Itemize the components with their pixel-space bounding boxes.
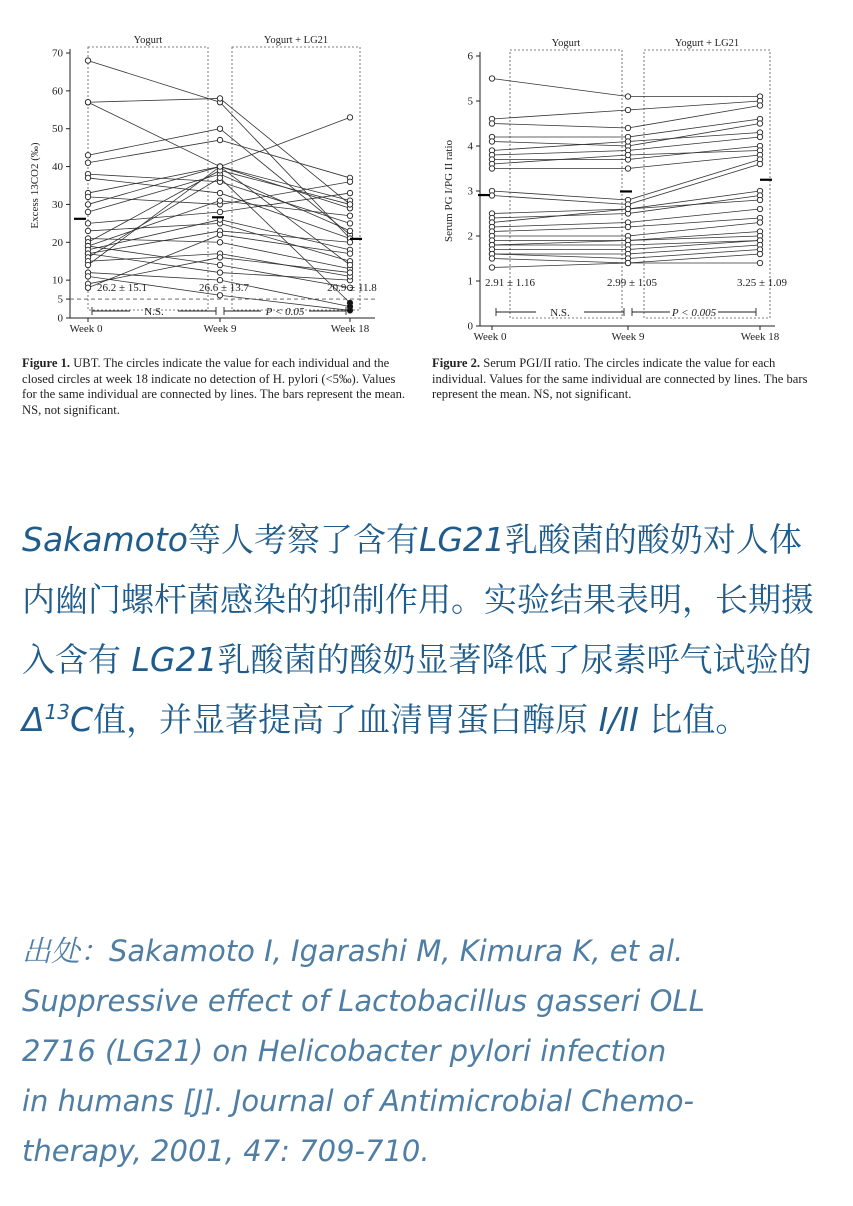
y-tick-label: 40 — [52, 161, 63, 174]
data-point — [85, 285, 90, 290]
data-point — [489, 193, 494, 198]
summary-carbon: C — [70, 700, 94, 739]
data-point — [85, 274, 90, 279]
summary-text-a: 等人考察了含有 — [187, 520, 419, 559]
data-point — [347, 228, 352, 233]
mean-label: 26.2 ± 15.1 — [96, 282, 148, 294]
data-point — [489, 76, 494, 81]
data-point — [347, 251, 352, 256]
data-point — [217, 209, 222, 214]
mean-label: 2.99 ± 1.05 — [606, 277, 658, 289]
y-tick-label: 0 — [467, 320, 473, 333]
data-point — [217, 137, 222, 142]
data-point — [757, 220, 762, 225]
y-tick-label: 60 — [52, 85, 63, 98]
mean-label: 20.9 ± 11.8 — [327, 282, 377, 294]
data-point — [217, 126, 222, 131]
data-point — [489, 139, 494, 144]
data-point — [757, 206, 762, 211]
figure-2-svg — [430, 20, 840, 340]
data-point — [85, 194, 90, 199]
series-line — [88, 102, 350, 166]
data-point — [757, 121, 762, 126]
data-point — [217, 270, 222, 275]
figure-1-caption-text: UBT. The circles indicate the value for each individual and the closed circles at week 18 indicate no detection of H. pylori (<5‰). Values for the same individual are connected by lines. The bars represent the mean. NS, not significant. — [22, 356, 406, 417]
data-point — [625, 94, 630, 99]
data-point — [757, 197, 762, 202]
figure-2-caption — [432, 356, 822, 403]
data-point — [489, 256, 494, 261]
y-tick-label: 50 — [52, 123, 63, 136]
data-point — [489, 265, 494, 270]
data-point — [625, 224, 630, 229]
x-tick-label: Week 0 — [69, 323, 103, 335]
summary-strain-a: LG21 — [418, 520, 505, 559]
summary-superscript: 13 — [44, 700, 71, 724]
data-point — [757, 103, 762, 108]
y-axis-label: Excess 13CO2 (‰) — [29, 142, 41, 229]
figure-2-caption-title: Figure 2. — [432, 356, 481, 370]
data-point — [347, 115, 352, 120]
data-point — [217, 262, 222, 267]
data-point — [85, 209, 90, 214]
source-line-2: Suppressive effect of Lactobacillus gasseri OLL — [22, 984, 705, 1018]
y-tick-label: 5 — [467, 95, 473, 108]
y-tick-label: 6 — [467, 50, 473, 63]
mean-label: 3.25 ± 1.09 — [736, 277, 788, 289]
figure-1-svg — [20, 20, 415, 340]
data-point — [347, 270, 352, 275]
x-tick-label: Week 18 — [740, 331, 780, 340]
data-point — [757, 260, 762, 265]
data-point — [85, 160, 90, 165]
data-point — [217, 255, 222, 260]
data-point — [757, 161, 762, 166]
data-point — [625, 166, 630, 171]
y-tick-label: 20 — [52, 236, 63, 249]
y-tick-label: 5 — [57, 293, 63, 306]
data-point — [757, 251, 762, 256]
source-line-5: therapy, 2001, 47: 709-710. — [22, 1134, 430, 1168]
data-point — [85, 262, 90, 267]
data-point — [757, 134, 762, 139]
source-line-1: 出处：Sakamoto I, Igarashi M, Kimura K, et al. — [22, 934, 684, 968]
data-point — [85, 100, 90, 105]
comparison-label: P < 0.005 — [671, 307, 717, 319]
x-tick-label: Week 18 — [330, 323, 370, 335]
data-point — [85, 228, 90, 233]
data-point — [85, 153, 90, 158]
data-point — [85, 202, 90, 207]
mean-label: 26.6 ± 13.7 — [198, 282, 250, 294]
data-point — [347, 240, 352, 245]
figure-1-ubt-chart — [20, 20, 415, 345]
data-point — [217, 96, 222, 101]
figure-1-caption — [22, 356, 407, 418]
data-point — [85, 221, 90, 226]
y-axis-label: Serum PG I/PG II ratio — [443, 139, 455, 243]
y-tick-label: 30 — [52, 198, 63, 211]
series-line — [492, 160, 760, 201]
summary-strain-b: LG21 — [131, 640, 218, 679]
group-box — [88, 47, 208, 310]
y-tick-label: 10 — [52, 274, 63, 287]
data-point — [85, 58, 90, 63]
data-point — [217, 190, 222, 195]
data-point — [347, 190, 352, 195]
data-point — [489, 166, 494, 171]
group-label: Yogurt + LG21 — [674, 38, 740, 49]
source-line-3: 2716 (LG21) on Helicobacter pylori infection — [22, 1034, 667, 1068]
y-tick-label: 4 — [467, 140, 473, 153]
mean-label: 2.91 ± 1.16 — [484, 277, 536, 289]
data-point — [217, 175, 222, 180]
data-point — [347, 221, 352, 226]
y-tick-label: 3 — [467, 185, 473, 198]
data-point — [625, 107, 630, 112]
comparison-label: N.S. — [144, 306, 164, 318]
data-point — [347, 202, 352, 207]
data-point — [347, 179, 352, 184]
source-citation — [22, 926, 832, 1176]
y-tick-label: 2 — [467, 230, 473, 243]
data-point — [347, 213, 352, 218]
comparison-label: P < 0.05 — [265, 306, 305, 318]
x-tick-label: Week 9 — [203, 323, 237, 335]
data-point — [625, 139, 630, 144]
group-label: Yogurt + LG21 — [263, 35, 329, 46]
summary-text-b: 乳酸菌的酸奶对人体内幽门螺杆菌感染的抑制作用。实验结果表明，长期摄入含有 — [22, 520, 814, 679]
summary-author: Sakamoto — [22, 520, 188, 559]
data-point — [217, 232, 222, 237]
x-tick-label: Week 9 — [611, 331, 645, 340]
y-tick-label: 0 — [57, 312, 63, 325]
y-tick-label: 1 — [467, 275, 473, 288]
data-point — [625, 206, 630, 211]
data-point — [625, 152, 630, 157]
source-line-4: in humans [J]. Journal of Antimicrobial Chemo- — [22, 1084, 694, 1118]
data-point — [217, 240, 222, 245]
data-point — [347, 308, 352, 313]
data-point — [625, 125, 630, 130]
figure-2-caption-text: Serum PGI/II ratio. The circles indicate the value for each individual. Values for the same individual are connected by lines. The bars represent the mean. NS, not significant. — [432, 356, 808, 401]
data-point — [347, 262, 352, 267]
x-tick-label: Week 0 — [473, 331, 507, 340]
comparison-label: N.S. — [550, 307, 570, 319]
summary-delta: Δ — [22, 700, 45, 739]
summary-paragraph — [22, 510, 832, 750]
data-point — [217, 198, 222, 203]
data-point — [489, 121, 494, 126]
y-tick-label: 70 — [52, 47, 63, 60]
data-point — [625, 260, 630, 265]
group-label: Yogurt — [133, 35, 163, 46]
data-point — [85, 175, 90, 180]
data-point — [217, 164, 222, 169]
summary-text-c: 乳酸菌的酸奶显著降低了尿素呼气试验的 — [217, 640, 812, 679]
figure-2-pg-ratio-chart — [430, 20, 840, 345]
figure-1-caption-title: Figure 1. — [22, 356, 71, 370]
summary-text-e: 比值。 — [638, 700, 749, 739]
group-label: Yogurt — [551, 38, 581, 49]
summary-ratio: I/II — [598, 700, 639, 739]
series-line — [492, 79, 760, 97]
summary-text-d: 值，并显著提高了血清胃蛋白酶原 — [93, 700, 599, 739]
